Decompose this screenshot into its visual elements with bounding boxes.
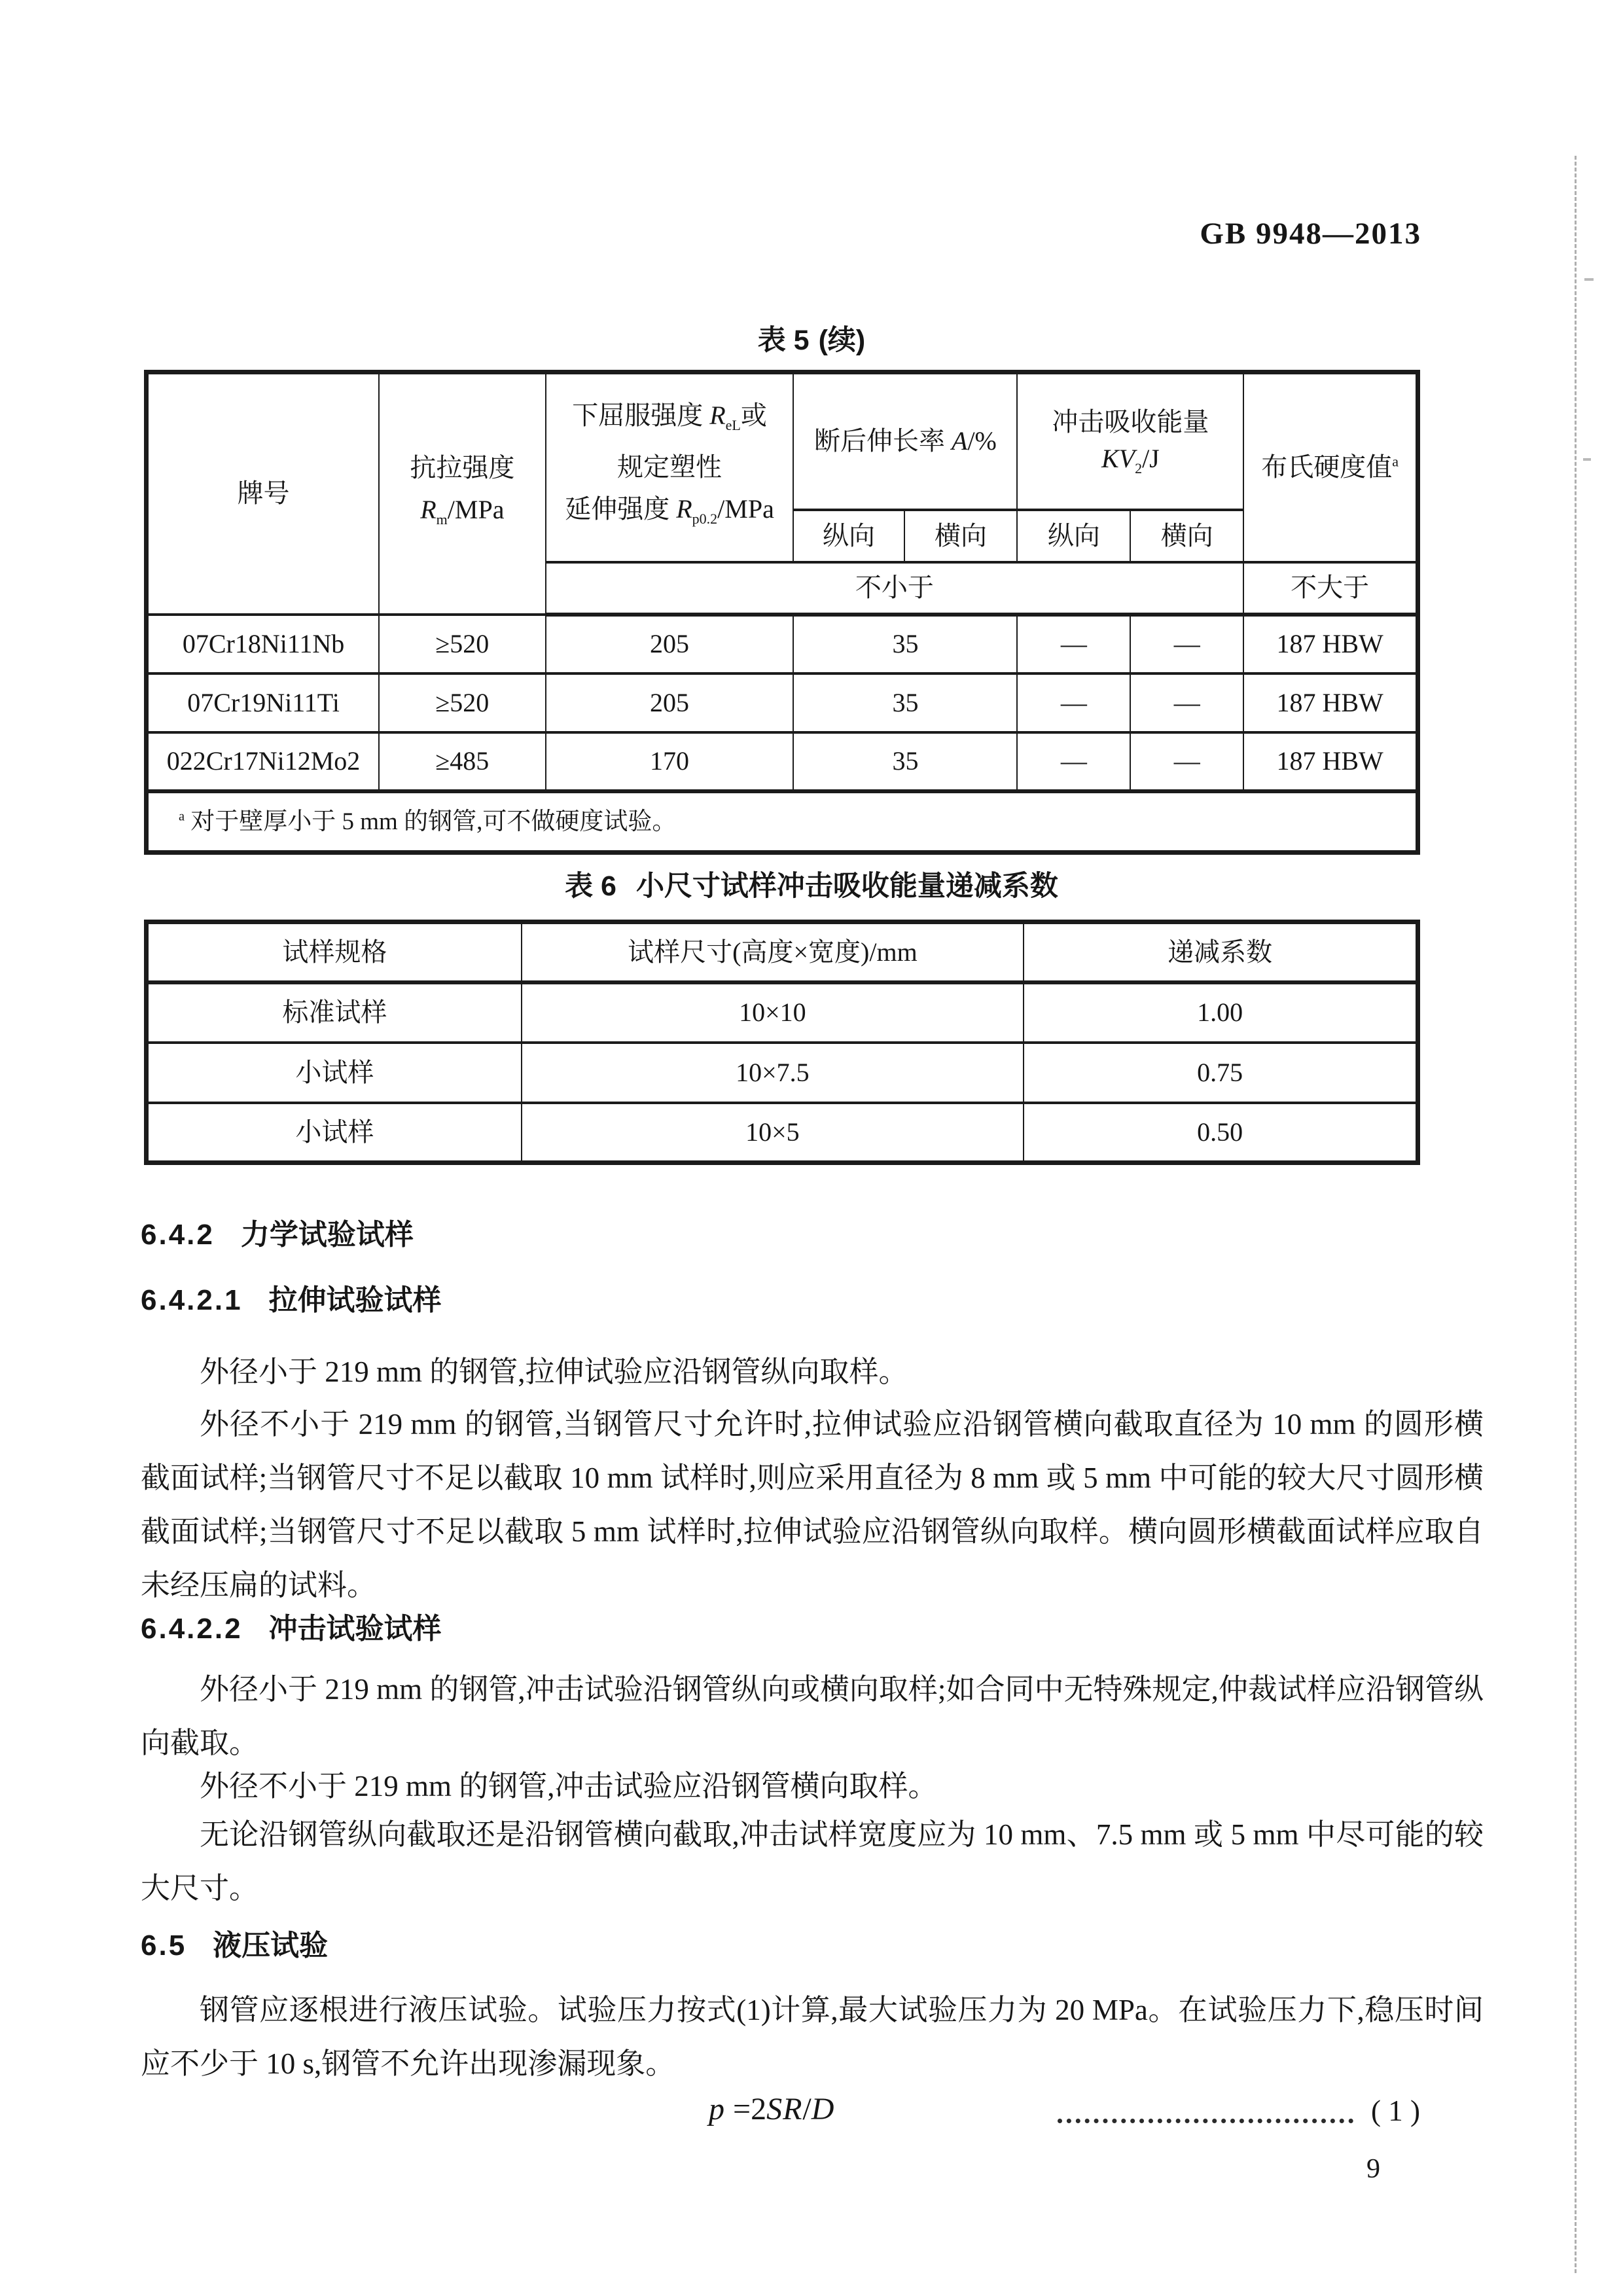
t5-header-tensile <box>379 372 546 615</box>
t5-header-elongation <box>793 372 1017 510</box>
size-cell: 10×10 <box>522 982 1024 1043</box>
impact-transverse-cell: — <box>1130 615 1243 673</box>
hardness-cell: 187 HBW <box>1243 673 1418 732</box>
yield-or: 或 <box>740 401 767 431</box>
t5-header-grade: 牌号 <box>147 372 380 615</box>
formula-equals: =2 <box>725 2092 767 2126</box>
heading-number: 6.4.2.2 <box>141 1613 243 1645</box>
paragraph-impact-sampling-large: 外径不小于 219 mm 的钢管,冲击试验应沿钢管横向取样。 <box>200 1770 938 1803</box>
tensile-symbol: R <box>420 494 437 524</box>
formula-sr: SR <box>766 2092 803 2126</box>
tensile-cell: ≥520 <box>379 615 546 673</box>
elongation-cell: 35 <box>793 615 1017 673</box>
impact-symbol: KV <box>1101 443 1135 473</box>
formula-line <box>141 2091 1420 2145</box>
impact-longitudinal-cell: — <box>1017 732 1130 791</box>
elongation-unit: /% <box>967 426 997 456</box>
factor-cell: 0.50 <box>1024 1103 1418 1163</box>
spec-cell: 小试样 <box>147 1043 522 1103</box>
heading-number: 6.5 <box>141 1929 187 1962</box>
table6-header-row <box>147 922 1418 982</box>
t6-header-size: 试样尺寸(高度×宽度)/mm <box>522 922 1024 982</box>
formula-p: p <box>709 2092 725 2126</box>
footnote-marker: a <box>179 809 185 824</box>
table6-title-text: 小尺寸试样冲击吸收能量递减系数 <box>635 870 1058 902</box>
brinell-label: 布氏硬度值 <box>1261 452 1393 482</box>
table5-number: 表 5 <box>757 325 810 356</box>
paragraph-hydrostatic-test: 钢管应逐根进行液压试验。试验压力按式(1)计算,最大试验压力为 20 MPa。在试验压力下,稳压时间应不少于 10 s,钢管不允许出现渗漏现象。 <box>141 1994 1484 2080</box>
heading-6-4-2 <box>141 1219 414 1251</box>
t6-header-factor: 递减系数 <box>1024 922 1418 982</box>
heading-title: 液压试验 <box>213 1929 329 1962</box>
formula-d: D <box>811 2092 835 2126</box>
paragraph-tensile-sampling-large: 外径不小于 219 mm 的钢管,当钢管尺寸允许时,拉伸试验应沿钢管横向截取直径为 10 mm 的圆形横截面试样;当钢管尺寸不足以截取 10 mm 试样时,则应采用直径为 8 mm 或 5 mm 中可能的较大尺寸圆形横截面试样;当钢管尺寸不足以截取 5 mm 试样时,拉伸试验应沿钢管纵向取样。横向圆形横截面试样应取自未经压扁的试料。 <box>141 1408 1484 1602</box>
yield-label-2: 延伸强度 <box>565 494 677 524</box>
paragraph-tensile-sampling-small: 外径小于 219 mm 的钢管,拉伸试验应沿钢管纵向取样。 <box>200 1355 908 1388</box>
formula-reference-number: ( 1 ) <box>1371 2094 1420 2127</box>
table6-impact-reduction-factors <box>144 920 1420 1165</box>
impact-longitudinal-cell: — <box>1017 615 1130 673</box>
heading-number: 6.4.2 <box>141 1219 215 1251</box>
table6-data-row <box>147 982 1418 1043</box>
t5-not-greater-than: 不大于 <box>1243 562 1418 615</box>
table6-number: 表 6 <box>565 870 616 902</box>
grade-cell: 022Cr17Ni12Mo2 <box>147 732 380 791</box>
impact-label: 冲击吸收能量 <box>1052 406 1209 437</box>
factor-cell: 1.00 <box>1024 982 1418 1043</box>
tensile-unit: /MPa <box>447 494 505 524</box>
table5-data-row <box>147 732 1418 791</box>
tensile-subscript: m <box>436 511 448 528</box>
tensile-cell: ≥485 <box>379 732 546 791</box>
paragraph-impact-specimen-width: 无论沿钢管纵向截取还是沿钢管横向截取,冲击试样宽度应为 10 mm、7.5 mm 或 5 mm 中尽可能的较大尺寸。 <box>141 1818 1484 1905</box>
yield-symbol-2: R <box>676 494 692 524</box>
yield-cell: 205 <box>546 615 794 673</box>
heading-title: 冲击试验试样 <box>268 1613 442 1645</box>
tensile-cell: ≥520 <box>379 673 546 732</box>
hardness-cell: 187 HBW <box>1243 615 1418 673</box>
yield-cell: 205 <box>546 673 794 732</box>
scan-speck <box>1584 278 1594 281</box>
impact-transverse-cell: — <box>1130 732 1243 791</box>
impact-subscript: 2 <box>1135 459 1143 476</box>
table6-data-row <box>147 1043 1418 1103</box>
yield-subscript-2: p0.2 <box>692 511 718 528</box>
t5-header-tensile-label: 抗拉强度 <box>410 452 515 482</box>
heading-number: 6.4.2.1 <box>141 1284 243 1316</box>
doc-code-header: GB 9948—2013 <box>1200 217 1421 251</box>
page-number: 9 <box>1366 2154 1380 2184</box>
table5-footnote <box>147 791 1418 853</box>
t5-header-impact <box>1017 372 1243 510</box>
spec-cell: 标准试样 <box>147 982 522 1043</box>
elongation-label: 断后伸长率 <box>814 426 952 456</box>
yield-unit: /MPa <box>717 494 774 524</box>
elongation-symbol: A <box>952 426 968 456</box>
heading-6-4-2-1 <box>141 1284 442 1317</box>
table5-data-row <box>147 673 1418 732</box>
table5-header-row-1 <box>147 372 1418 510</box>
t5-not-less-than: 不小于 <box>546 562 1244 615</box>
heading-title: 力学试验试样 <box>240 1219 414 1251</box>
factor-cell: 0.75 <box>1024 1043 1418 1103</box>
formula-slash: / <box>802 2092 812 2126</box>
table5-continued-label: (续) <box>818 325 866 356</box>
yield-cell: 170 <box>546 732 794 791</box>
yield-subscript-1: eL <box>725 417 741 434</box>
table5-mechanical-properties <box>144 370 1420 855</box>
table5-title <box>0 318 1623 358</box>
heading-6-4-2-2 <box>141 1613 442 1645</box>
impact-unit: /J <box>1142 443 1160 473</box>
heading-6-5 <box>141 1929 328 1962</box>
t5-elong-longitudinal: 纵向 <box>793 510 904 562</box>
table6-data-row <box>147 1103 1418 1163</box>
t5-header-tensile-symbol <box>382 489 543 541</box>
paragraph-impact-sampling-small: 外径小于 219 mm 的钢管,冲击试验沿钢管纵向或横向取样;如合同中无特殊规定,仲裁试样应沿钢管纵向截取。 <box>141 1673 1484 1759</box>
t5-header-yield-line3 <box>549 488 791 540</box>
elongation-cell: 35 <box>793 673 1017 732</box>
grade-cell: 07Cr18Ni11Nb <box>147 615 380 673</box>
scan-edge-artifact <box>1575 156 1577 2273</box>
size-cell: 10×7.5 <box>522 1043 1024 1103</box>
table5-data-row <box>147 615 1418 673</box>
impact-longitudinal-cell: — <box>1017 673 1130 732</box>
footnote-text: 对于壁厚小于 5 mm 的钢管,可不做硬度试验。 <box>185 808 677 835</box>
size-cell: 10×5 <box>522 1103 1024 1163</box>
table5-footnote-row <box>147 791 1418 853</box>
impact-transverse-cell: — <box>1130 673 1243 732</box>
heading-title: 拉伸试验试样 <box>268 1284 442 1316</box>
spec-cell: 小试样 <box>147 1103 522 1163</box>
scan-speck <box>1583 458 1591 461</box>
t5-impact-transverse: 横向 <box>1130 510 1243 562</box>
t5-header-yield-line1 <box>549 395 791 446</box>
yield-symbol-1: R <box>709 401 726 431</box>
formula-dotted-leader <box>1058 2119 1353 2123</box>
elongation-cell: 35 <box>793 732 1017 791</box>
grade-cell: 07Cr19Ni11Ti <box>147 673 380 732</box>
t5-impact-longitudinal: 纵向 <box>1017 510 1130 562</box>
t5-header-brinell <box>1243 372 1418 562</box>
formula-expression <box>709 2091 834 2127</box>
brinell-footnote-marker: a <box>1392 453 1399 470</box>
t5-elong-transverse: 横向 <box>904 510 1018 562</box>
t6-header-spec: 试样规格 <box>147 922 522 982</box>
t5-header-yield <box>546 372 794 562</box>
hardness-cell: 187 HBW <box>1243 732 1418 791</box>
yield-label-1: 下屈服强度 <box>572 401 710 431</box>
t5-header-yield-line2: 规定塑性 <box>617 452 722 482</box>
table6-title <box>0 864 1623 904</box>
